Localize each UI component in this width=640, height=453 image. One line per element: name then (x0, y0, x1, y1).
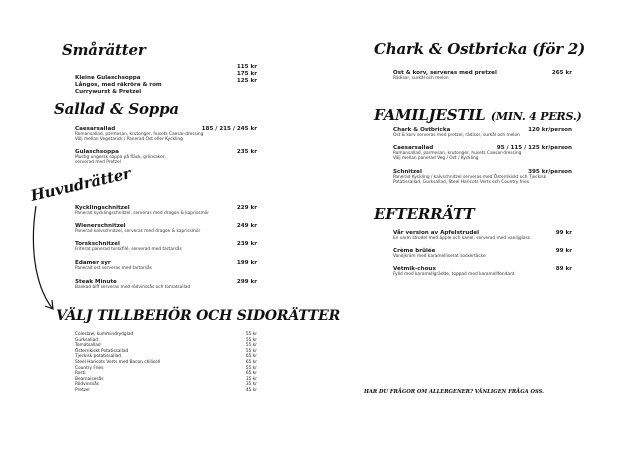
item-description: Panerad kycklingschnitzel, serveras med dragon & kaprissmör (75, 211, 210, 216)
item-description: Vaniljkräm med karamelliserat sockertäcke (393, 254, 486, 259)
item-name: Långos, med räkröra & rom (75, 82, 162, 88)
side-item-price: 65 kr (245, 354, 257, 360)
item-description: Ost & korv serveras med pretzel, rädisor, surkål och melon (393, 133, 520, 138)
menu-item (75, 241, 182, 252)
menu-item (393, 266, 514, 277)
item-description: Romansallad, parmesan, krutonger, husets Caesar-dressing (393, 151, 522, 156)
section-title-smaratter: Smårätter (62, 41, 146, 59)
item-description: Panerad Kyckling / kalvschnitzel serveras med Österrikiskt och Tjeckisk (393, 175, 547, 180)
arrow-icon (30, 204, 60, 314)
side-item-name: Steel Haricots Verts med Bacon chilisoll (75, 360, 161, 365)
side-item-price: 55 kr (245, 365, 257, 371)
side-item-name: Rödvinssås (75, 382, 99, 388)
item-price: 249 kr (236, 223, 257, 229)
menu-item (393, 127, 520, 138)
side-item-name: Tjeckisk potatissallad (75, 354, 122, 360)
menu-item (75, 78, 141, 97)
item-name: Kycklingschnitzel (75, 205, 130, 211)
section-title-sallad: Sallad & Soppa (54, 100, 179, 118)
item-price: 95 / 115 / 125 kr/person (496, 145, 572, 151)
item-price: 89 kr (555, 266, 572, 272)
section-title-efterratt: EFTERRÄTT (374, 205, 475, 223)
item-price: 199 kr (236, 260, 257, 266)
section-title-tillbehor (56, 308, 340, 324)
item-name: Vår version av Apfelstrudel (393, 230, 480, 236)
item-price: 299 kr (236, 279, 257, 285)
item-name: Torskschnitzel (75, 241, 120, 247)
item-price: 235 kr (236, 149, 257, 155)
tillbehor-title-text: VÄLJ TILLBEHÖR OCH SIDORÄTTER (56, 308, 341, 324)
side-item-name: Gurksallad (75, 337, 98, 343)
item-description: Romansallad, parmesan, krutonger, husets Caesar-dressing (75, 132, 204, 137)
menu-item (75, 205, 209, 216)
side-item-price: 55 kr (245, 343, 257, 349)
item-name: Crème brûlée (393, 248, 436, 254)
item-price: 99 kr (555, 248, 572, 254)
item-description: Mustig ungersk soppa på fläsk, grönsaker, (75, 155, 166, 160)
item-description: Bankad biff serveras med rödvinssås och tomatsallad (75, 285, 191, 290)
item-price: 229 kr (236, 205, 257, 211)
item-description: Rädisor, surkål och melon (393, 76, 449, 81)
item-description: Panerad kalvschnitzel, serveras med dragon & kaprissmör (75, 229, 201, 234)
item-name: Caesarsallad (75, 126, 116, 132)
side-item-price: 55 kr (245, 348, 257, 354)
item-price: 115 kr (236, 64, 257, 70)
menu-item (393, 248, 486, 259)
item-name: Edamer syr (75, 260, 111, 266)
item-name: Chark & Ostbricka (393, 127, 451, 133)
side-item-price: 35 kr (245, 376, 257, 382)
item-name: Kleine Gulaschsoppa (75, 75, 141, 81)
side-item-name: Rosti (75, 371, 86, 377)
item-price: 265 kr (551, 70, 572, 76)
item-description: Panerad ost serveras med tartarsås (75, 266, 152, 271)
item-name: Steak Minute (75, 279, 117, 285)
side-item-name: Österrikiskt Potatissallad (75, 348, 129, 354)
menu-item (393, 230, 530, 241)
item-description: Välj mellan panerad Veg / Ost / Kyckling (393, 156, 479, 162)
item-price: 175 kr (236, 71, 257, 77)
allergen-note: HAR DU FRÅGOR OM ALLERGENER? VÄNLIGEN FRÅGA OSS. (363, 389, 544, 395)
item-description: Välj mellan Vegetarisk / Panerad Ost eller Kyckling (75, 137, 183, 143)
familj-subtitle: (MIN. 4 PERS.) (490, 110, 582, 123)
side-item-price: 45 kr (245, 388, 257, 393)
side-item-price: 35 kr (245, 382, 257, 388)
item-name: Ost & korv, serveras med pretzel (393, 70, 497, 76)
side-item-name: Tomatsallad (75, 343, 101, 349)
item-name: Gulaschsoppa (75, 149, 119, 155)
side-item (75, 388, 257, 394)
item-name: Caesarsallad (393, 145, 434, 151)
menu-item (393, 70, 497, 81)
item-description: Potatissallad, Gurksallad, Steel Haricots Verts och Country fries (393, 180, 530, 186)
side-item-price: 55 kr (245, 337, 257, 343)
item-description: serverad med Pretzel (75, 160, 121, 166)
item-description: Friterat panerad torskfilé, serverad med tartarsås (75, 247, 182, 252)
section-title-chark: Chark & Ostbricka (för 2) (374, 40, 586, 58)
item-description: Fylld med karamellgrädde, toppad med karamellfondant (393, 272, 515, 277)
item-price: 99 kr (555, 230, 572, 236)
menu-item (75, 126, 203, 143)
menu-item (75, 260, 152, 271)
side-item-name: Pretzel (75, 388, 90, 393)
side-item-name: Coleslaw, kummindrydglad (75, 332, 134, 337)
menu-item (75, 149, 166, 166)
item-name: Currywurst & Pretzel (75, 89, 142, 95)
section-title-familjestil (374, 105, 581, 124)
menu-item (75, 279, 190, 290)
item-price: 120 kr/person (528, 127, 572, 133)
familj-title-text: FAMILJESTIL (374, 106, 486, 124)
item-price: 239 kr (236, 241, 257, 247)
item-name: Schnitzel (393, 169, 422, 175)
item-price: 395 kr/person (528, 169, 572, 175)
item-description: En varm strudel med äpple och kanel, serverad med vaniljglass (393, 236, 530, 241)
section-title-huvudratter: Huvudrätter (28, 164, 133, 205)
menu-item (75, 223, 200, 234)
side-item-name: Bearnaisesås (75, 376, 104, 382)
side-item-price: 55 kr (245, 332, 257, 337)
side-item-price: 65 kr (245, 360, 257, 365)
item-price: 125 kr (236, 78, 257, 84)
side-item-price: 65 kr (245, 371, 257, 377)
item-price: 185 / 215 / 245 kr (201, 126, 257, 132)
side-item-name: Country Fries (75, 365, 104, 371)
item-name: Vétmik-choux (393, 266, 437, 272)
menu-item (393, 169, 546, 186)
item-name: Wienerschnitzel (75, 223, 126, 229)
